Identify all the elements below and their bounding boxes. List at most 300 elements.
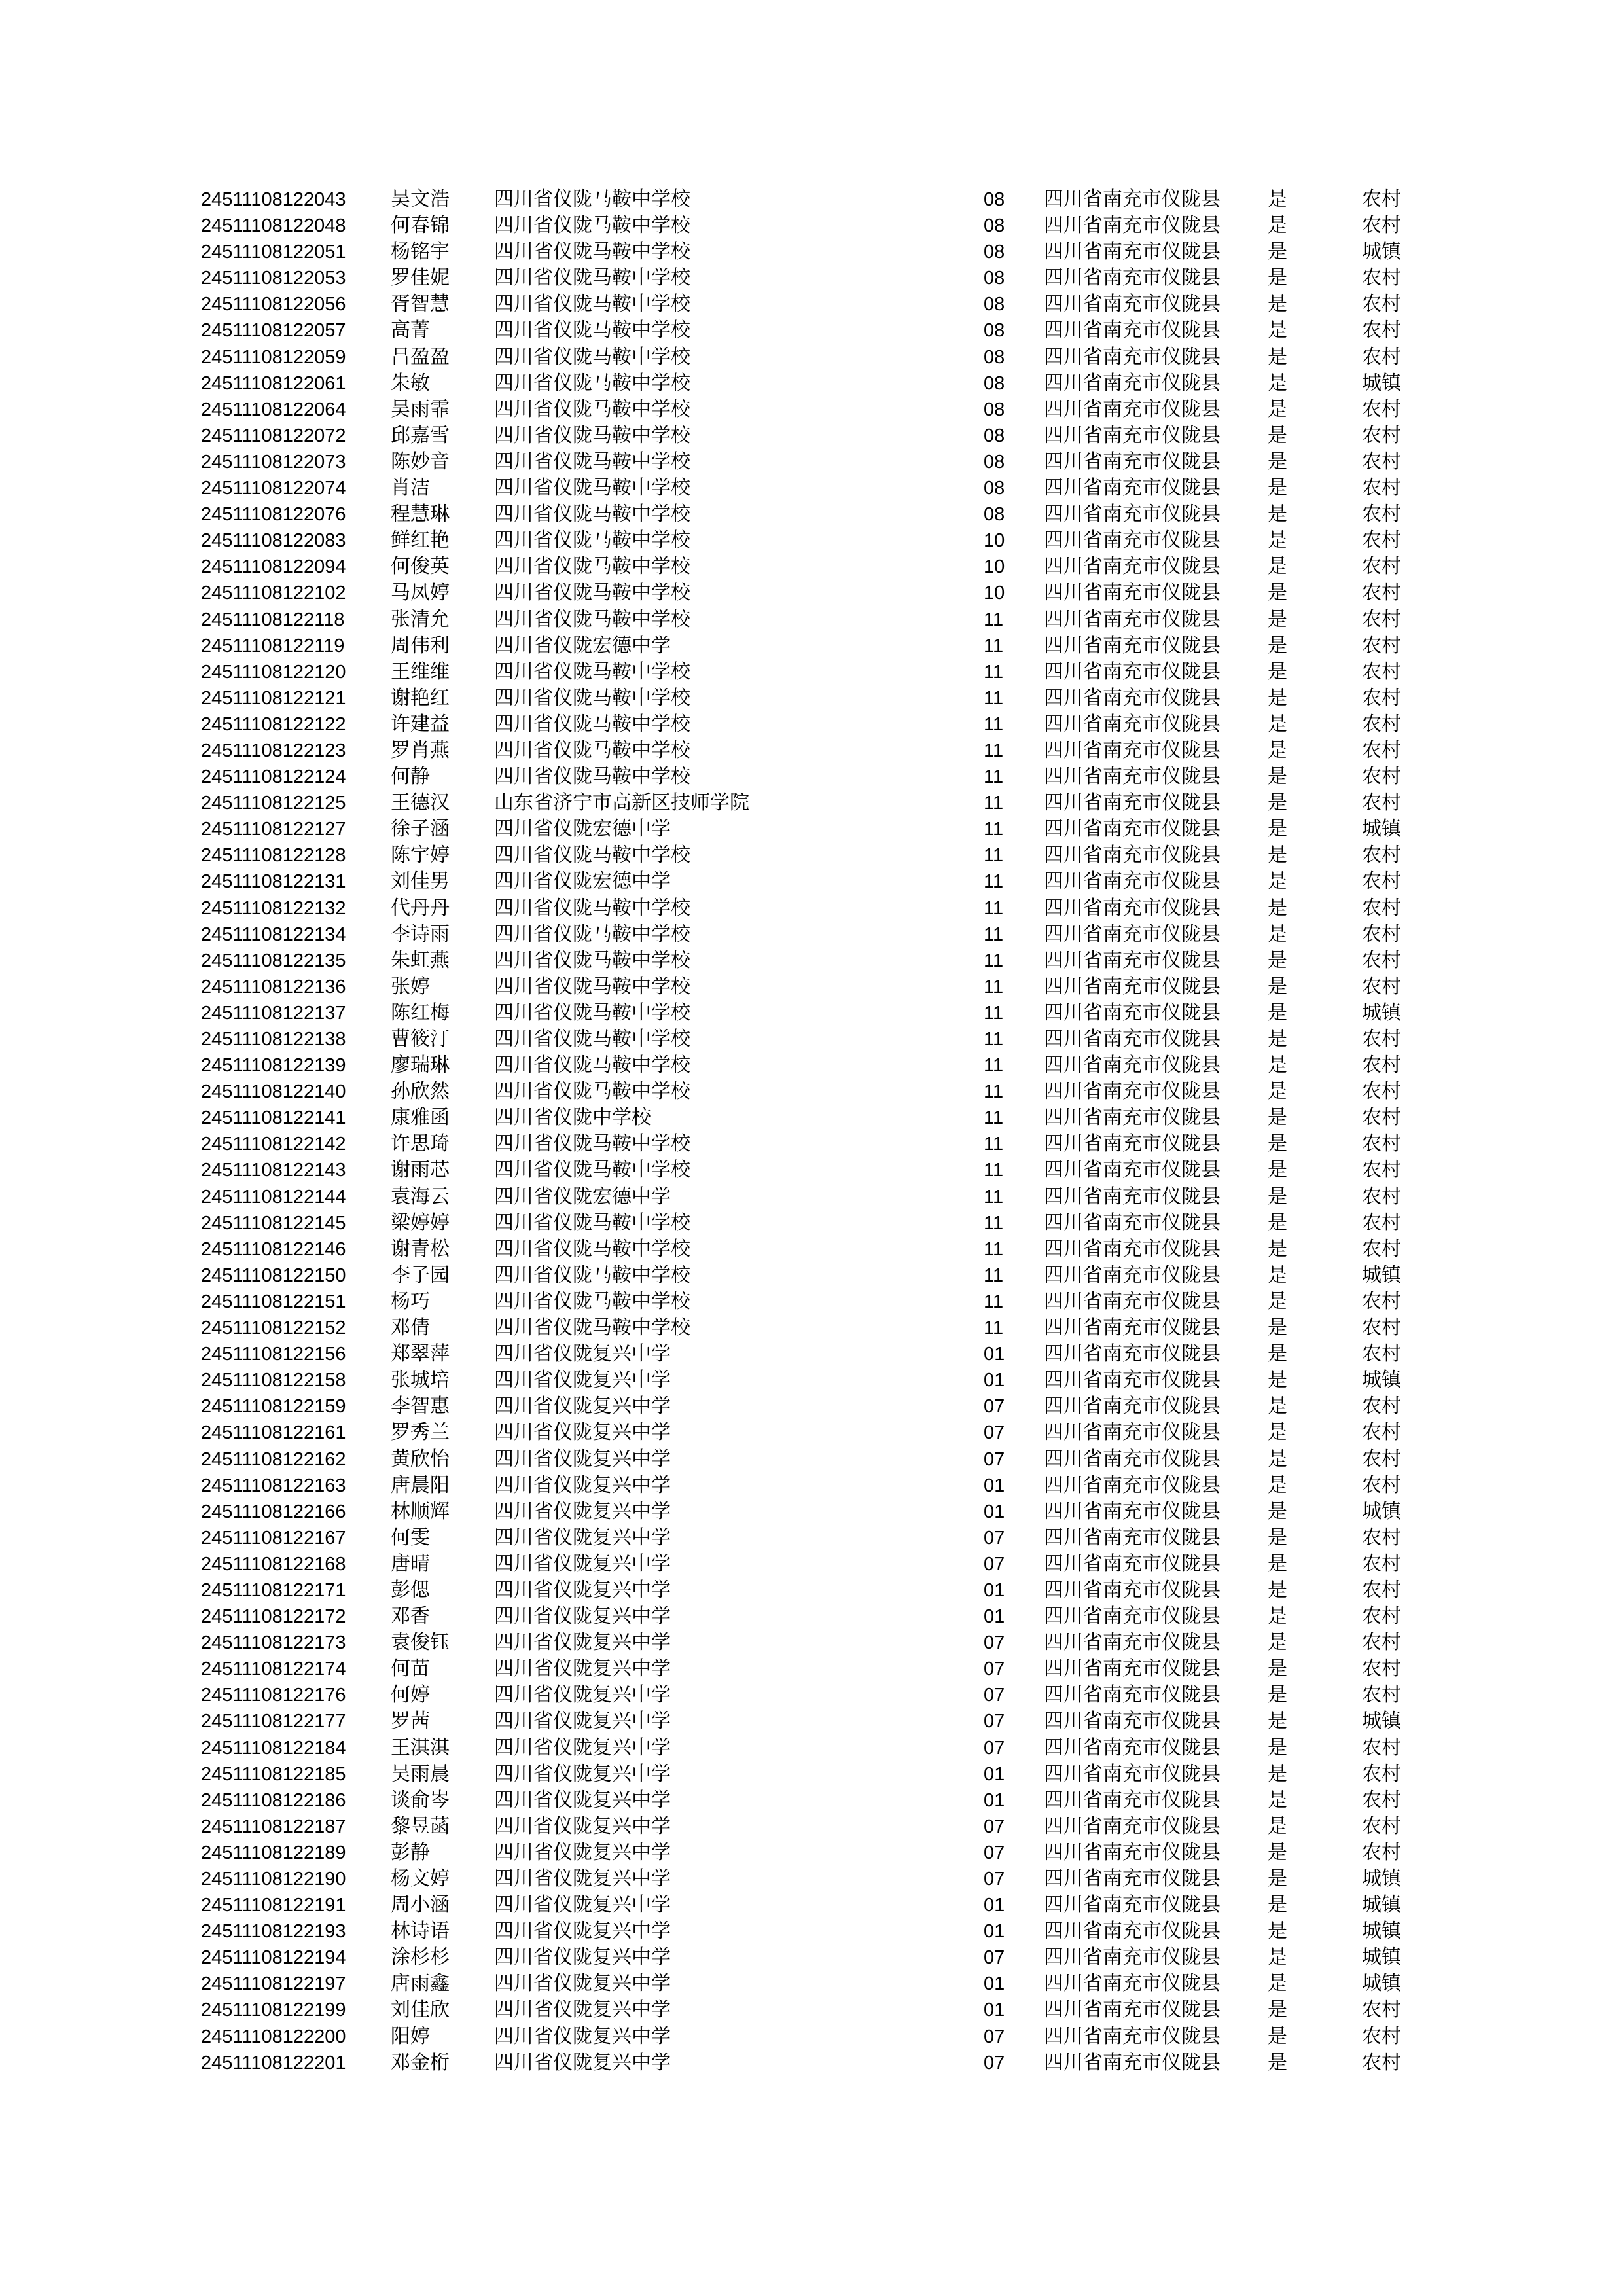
cell-name: 彭偲 xyxy=(391,1578,430,1602)
cell-id: 24511108122135 xyxy=(201,950,346,971)
table-row xyxy=(0,1840,1623,1866)
cell-code: 11 xyxy=(984,766,1004,788)
cell-name: 邓倩 xyxy=(391,1316,430,1340)
cell-area: 农村 xyxy=(1362,1106,1401,1130)
cell-flag: 是 xyxy=(1268,1840,1287,1864)
cell-name: 何俊英 xyxy=(391,555,450,579)
cell-code: 07 xyxy=(984,1842,1005,1863)
cell-school: 四川省仪陇宏德中学 xyxy=(494,634,671,657)
cell-id: 24511108122072 xyxy=(201,425,346,446)
table-row xyxy=(0,633,1623,659)
table-row xyxy=(0,1315,1623,1341)
cell-code: 07 xyxy=(984,2052,1005,2073)
cell-name: 周小涵 xyxy=(391,1893,450,1917)
cell-id: 24511108122168 xyxy=(201,1553,346,1575)
cell-id: 24511108122146 xyxy=(201,1238,346,1260)
cell-code: 11 xyxy=(984,1002,1004,1024)
table-row xyxy=(0,869,1623,895)
cell-id: 24511108122144 xyxy=(201,1186,346,1208)
cell-area: 农村 xyxy=(1362,1473,1401,1497)
cell-name: 张婷 xyxy=(391,975,430,998)
table-row xyxy=(0,1551,1623,1577)
cell-region: 四川省南充市仪陇县 xyxy=(1044,1552,1221,1575)
cell-flag: 是 xyxy=(1268,529,1287,552)
cell-code: 01 xyxy=(984,1789,1005,1811)
cell-id: 24511108122186 xyxy=(201,1789,346,1811)
cell-id: 24511108122120 xyxy=(201,661,346,683)
cell-school: 四川省仪陇马鞍中学校 xyxy=(494,922,690,946)
roster-table xyxy=(0,187,1623,2076)
cell-id: 24511108122167 xyxy=(201,1527,346,1549)
cell-name: 谢青松 xyxy=(391,1237,450,1261)
cell-id: 24511108122177 xyxy=(201,1711,346,1732)
cell-name: 朱敏 xyxy=(391,371,430,395)
cell-name: 张城培 xyxy=(391,1369,450,1392)
cell-flag: 是 xyxy=(1268,1132,1287,1156)
table-row xyxy=(0,1446,1623,1473)
table-row xyxy=(0,528,1623,554)
cell-area: 农村 xyxy=(1362,1840,1401,1864)
cell-code: 11 xyxy=(984,793,1004,814)
cell-name: 朱虹燕 xyxy=(391,948,450,972)
cell-region: 四川省南充市仪陇县 xyxy=(1044,1289,1221,1313)
cell-id: 24511108122137 xyxy=(201,1002,346,1024)
cell-school: 四川省仪陇中学校 xyxy=(494,1106,651,1130)
table-row xyxy=(0,659,1623,685)
cell-flag: 是 xyxy=(1268,1552,1287,1575)
cell-flag: 是 xyxy=(1268,1316,1287,1340)
cell-flag: 是 xyxy=(1268,1473,1287,1497)
cell-area: 农村 xyxy=(1362,2051,1401,2074)
table-row xyxy=(0,1971,1623,1997)
cell-region: 四川省南充市仪陇县 xyxy=(1044,844,1221,867)
cell-region: 四川省南充市仪陇县 xyxy=(1044,1158,1221,1182)
cell-area: 农村 xyxy=(1362,529,1401,552)
cell-school: 四川省仪陇复兴中学 xyxy=(494,1342,671,1366)
cell-region: 四川省南充市仪陇县 xyxy=(1044,1447,1221,1471)
cell-flag: 是 xyxy=(1268,1106,1287,1130)
cell-area: 城镇 xyxy=(1362,1263,1401,1287)
cell-school: 四川省仪陇马鞍中学校 xyxy=(494,397,690,421)
cell-school: 四川省仪陇复兴中学 xyxy=(494,1395,671,1418)
cell-name: 何春锦 xyxy=(391,214,450,238)
cell-region: 四川省南充市仪陇县 xyxy=(1044,1893,1221,1917)
cell-id: 24511108122139 xyxy=(201,1055,346,1077)
cell-flag: 是 xyxy=(1268,450,1287,473)
cell-school: 四川省仪陇马鞍中学校 xyxy=(494,844,690,867)
cell-region: 四川省南充市仪陇县 xyxy=(1044,188,1221,211)
cell-flag: 是 xyxy=(1268,1605,1287,1628)
cell-area: 农村 xyxy=(1362,423,1401,447)
cell-school: 四川省仪陇复兴中学 xyxy=(494,1631,671,1655)
cell-area: 农村 xyxy=(1362,1237,1401,1261)
cell-name: 唐雨鑫 xyxy=(391,1972,450,1996)
table-row xyxy=(0,685,1623,711)
cell-school: 四川省仪陇复兴中学 xyxy=(494,1657,671,1681)
cell-area: 农村 xyxy=(1362,1762,1401,1785)
cell-school: 四川省仪陇复兴中学 xyxy=(494,1552,671,1575)
cell-region: 四川省南充市仪陇县 xyxy=(1044,1054,1221,1077)
cell-code: 01 xyxy=(984,1921,1005,1943)
cell-name: 李诗雨 xyxy=(391,922,450,946)
table-row xyxy=(0,1761,1623,1787)
cell-school: 四川省仪陇复兴中学 xyxy=(494,1736,671,1759)
cell-school: 四川省仪陇马鞍中学校 xyxy=(494,476,690,500)
cell-id: 24511108122187 xyxy=(201,1816,346,1837)
cell-name: 林诗语 xyxy=(391,1920,450,1943)
cell-code: 10 xyxy=(984,556,1005,578)
cell-area: 农村 xyxy=(1362,214,1401,238)
cell-school: 四川省仪陇复兴中学 xyxy=(494,1814,671,1838)
cell-code: 07 xyxy=(984,1527,1005,1549)
cell-code: 08 xyxy=(984,372,1005,394)
cell-flag: 是 xyxy=(1268,1631,1287,1655)
cell-code: 11 xyxy=(984,1107,1004,1129)
cell-flag: 是 xyxy=(1268,293,1287,316)
cell-id: 24511108122161 xyxy=(201,1422,346,1444)
cell-flag: 是 xyxy=(1268,188,1287,211)
cell-school: 四川省仪陇马鞍中学校 xyxy=(494,423,690,447)
cell-area: 农村 xyxy=(1362,1316,1401,1340)
table-row xyxy=(0,1577,1623,1604)
cell-code: 01 xyxy=(984,1370,1005,1391)
cell-school: 四川省仪陇马鞍中学校 xyxy=(494,738,690,762)
cell-name: 黄欣怡 xyxy=(391,1447,450,1471)
cell-region: 四川省南充市仪陇县 xyxy=(1044,1736,1221,1759)
cell-name: 唐晴 xyxy=(391,1552,430,1575)
table-row xyxy=(0,1263,1623,1289)
cell-code: 08 xyxy=(984,425,1005,446)
cell-area: 城镇 xyxy=(1362,1893,1401,1917)
cell-id: 24511108122083 xyxy=(201,530,346,552)
cell-school: 四川省仪陇马鞍中学校 xyxy=(494,1001,690,1024)
cell-area: 农村 xyxy=(1362,844,1401,867)
cell-school: 四川省仪陇马鞍中学校 xyxy=(494,948,690,972)
cell-region: 四川省南充市仪陇县 xyxy=(1044,1237,1221,1261)
cell-area: 城镇 xyxy=(1362,1867,1401,1890)
table-row xyxy=(0,1708,1623,1734)
cell-id: 24511108122043 xyxy=(201,189,346,210)
cell-region: 四川省南充市仪陇县 xyxy=(1044,922,1221,946)
cell-name: 陈妙音 xyxy=(391,450,450,473)
cell-id: 24511108122056 xyxy=(201,294,346,315)
cell-code: 11 xyxy=(984,1029,1004,1050)
cell-flag: 是 xyxy=(1268,738,1287,762)
cell-region: 四川省南充市仪陇县 xyxy=(1044,948,1221,972)
cell-area: 城镇 xyxy=(1362,1369,1401,1392)
cell-id: 24511108122061 xyxy=(201,372,346,394)
cell-region: 四川省南充市仪陇县 xyxy=(1044,1605,1221,1628)
cell-id: 24511108122171 xyxy=(201,1579,346,1601)
table-row xyxy=(0,948,1623,974)
cell-id: 24511108122199 xyxy=(201,2000,346,2021)
cell-area: 农村 xyxy=(1362,686,1401,709)
cell-region: 四川省南充市仪陇县 xyxy=(1044,293,1221,316)
cell-name: 何雯 xyxy=(391,1526,430,1549)
cell-name: 徐子涵 xyxy=(391,817,450,841)
cell-region: 四川省南充市仪陇县 xyxy=(1044,791,1221,815)
cell-region: 四川省南充市仪陇县 xyxy=(1044,1920,1221,1943)
cell-region: 四川省南充市仪陇县 xyxy=(1044,634,1221,657)
cell-flag: 是 xyxy=(1268,2024,1287,2048)
cell-area: 农村 xyxy=(1362,1788,1401,1812)
cell-flag: 是 xyxy=(1268,791,1287,815)
cell-name: 吴雨霏 xyxy=(391,397,450,421)
cell-code: 11 xyxy=(984,871,1004,893)
cell-code: 07 xyxy=(984,1659,1005,1680)
cell-region: 四川省南充市仪陇县 xyxy=(1044,1972,1221,1996)
cell-code: 11 xyxy=(984,1212,1004,1234)
cell-school: 四川省仪陇马鞍中学校 xyxy=(494,1158,690,1182)
table-row xyxy=(0,1105,1623,1131)
cell-region: 四川省南充市仪陇县 xyxy=(1044,1710,1221,1733)
cell-flag: 是 xyxy=(1268,1421,1287,1444)
cell-area: 农村 xyxy=(1362,581,1401,605)
cell-name: 许建益 xyxy=(391,712,450,736)
cell-region: 四川省南充市仪陇县 xyxy=(1044,738,1221,762)
cell-id: 24511108122142 xyxy=(201,1134,346,1155)
cell-name: 孙欣然 xyxy=(391,1080,450,1103)
cell-region: 四川省南充市仪陇县 xyxy=(1044,1946,1221,1969)
cell-area: 农村 xyxy=(1362,1421,1401,1444)
cell-flag: 是 xyxy=(1268,1001,1287,1024)
cell-code: 11 xyxy=(984,635,1004,656)
table-row xyxy=(0,1499,1623,1525)
cell-flag: 是 xyxy=(1268,1683,1287,1707)
cell-school: 四川省仪陇马鞍中学校 xyxy=(494,607,690,631)
cell-flag: 是 xyxy=(1268,1893,1287,1917)
cell-region: 四川省南充市仪陇县 xyxy=(1044,1369,1221,1392)
cell-school: 四川省仪陇马鞍中学校 xyxy=(494,765,690,789)
table-row xyxy=(0,1367,1623,1393)
cell-name: 郑翠萍 xyxy=(391,1342,450,1366)
cell-code: 07 xyxy=(984,1553,1005,1575)
table-row xyxy=(0,213,1623,239)
cell-code: 11 xyxy=(984,1134,1004,1155)
cell-flag: 是 xyxy=(1268,1736,1287,1759)
cell-id: 24511108122184 xyxy=(201,1737,346,1759)
table-row xyxy=(0,1656,1623,1682)
cell-area: 农村 xyxy=(1362,1132,1401,1156)
table-row xyxy=(0,1393,1623,1420)
cell-area: 农村 xyxy=(1362,1605,1401,1628)
cell-region: 四川省南充市仪陇县 xyxy=(1044,1998,1221,2022)
cell-code: 10 xyxy=(984,583,1005,604)
cell-id: 24511108122197 xyxy=(201,1973,346,1995)
cell-school: 四川省仪陇马鞍中学校 xyxy=(494,1028,690,1050)
cell-code: 01 xyxy=(984,1606,1005,1628)
cell-school: 四川省仪陇复兴中学 xyxy=(494,1683,671,1707)
cell-flag: 是 xyxy=(1268,1237,1287,1261)
cell-flag: 是 xyxy=(1268,476,1287,500)
cell-code: 11 xyxy=(984,713,1004,735)
cell-area: 农村 xyxy=(1362,1552,1401,1575)
cell-id: 24511108122132 xyxy=(201,897,346,919)
cell-code: 01 xyxy=(984,1579,1005,1601)
cell-code: 07 xyxy=(984,1448,1005,1470)
table-row xyxy=(0,1184,1623,1210)
table-row xyxy=(0,1997,1623,2023)
cell-flag: 是 xyxy=(1268,1158,1287,1182)
cell-school: 四川省仪陇宏德中学 xyxy=(494,1185,671,1208)
table-row xyxy=(0,2050,1623,2076)
cell-name: 刘佳欣 xyxy=(391,1998,450,2022)
cell-flag: 是 xyxy=(1268,1946,1287,1969)
cell-code: 08 xyxy=(984,294,1005,315)
cell-code: 11 xyxy=(984,1238,1004,1260)
cell-id: 24511108122140 xyxy=(201,1081,346,1103)
cell-school: 四川省仪陇复兴中学 xyxy=(494,1526,671,1549)
table-row xyxy=(0,1210,1623,1236)
cell-name: 何婷 xyxy=(391,1683,430,1707)
cell-area: 农村 xyxy=(1362,896,1401,920)
cell-region: 四川省南充市仪陇县 xyxy=(1044,581,1221,605)
cell-area: 城镇 xyxy=(1362,1946,1401,1969)
cell-flag: 是 xyxy=(1268,1342,1287,1366)
cell-flag: 是 xyxy=(1268,214,1287,238)
cell-code: 01 xyxy=(984,1344,1005,1365)
table-row xyxy=(0,370,1623,397)
cell-code: 11 xyxy=(984,976,1004,997)
cell-code: 11 xyxy=(984,740,1004,761)
cell-region: 四川省南充市仪陇县 xyxy=(1044,1316,1221,1340)
cell-school: 四川省仪陇复兴中学 xyxy=(494,1788,671,1812)
cell-id: 24511108122189 xyxy=(201,1842,346,1863)
cell-id: 24511108122194 xyxy=(201,1947,346,1969)
cell-name: 杨巧 xyxy=(391,1289,430,1313)
cell-id: 24511108122200 xyxy=(201,2026,346,2047)
cell-flag: 是 xyxy=(1268,1263,1287,1287)
cell-area: 农村 xyxy=(1362,1342,1401,1366)
cell-name: 代丹丹 xyxy=(391,896,450,920)
cell-area: 城镇 xyxy=(1362,1710,1401,1733)
cell-id: 24511108122102 xyxy=(201,583,346,604)
cell-area: 农村 xyxy=(1362,1395,1401,1418)
cell-id: 24511108122158 xyxy=(201,1370,346,1391)
cell-flag: 是 xyxy=(1268,922,1287,946)
cell-school: 四川省仪陇马鞍中学校 xyxy=(494,371,690,395)
cell-name: 黎昱菡 xyxy=(391,1814,450,1838)
cell-area: 农村 xyxy=(1362,1028,1401,1050)
cell-name: 马凤婷 xyxy=(391,581,450,605)
cell-flag: 是 xyxy=(1268,1054,1287,1077)
cell-school: 四川省仪陇复兴中学 xyxy=(494,1369,671,1392)
cell-school: 四川省仪陇马鞍中学校 xyxy=(494,896,690,920)
cell-flag: 是 xyxy=(1268,817,1287,841)
cell-school: 四川省仪陇复兴中学 xyxy=(494,1605,671,1628)
cell-area: 农村 xyxy=(1362,345,1401,368)
cell-area: 城镇 xyxy=(1362,1920,1401,1943)
cell-code: 07 xyxy=(984,1711,1005,1732)
cell-region: 四川省南充市仪陇县 xyxy=(1044,817,1221,841)
table-row xyxy=(0,580,1623,606)
cell-code: 11 xyxy=(984,950,1004,971)
cell-code: 07 xyxy=(984,1396,1005,1418)
cell-name: 林顺辉 xyxy=(391,1499,450,1523)
cell-area: 农村 xyxy=(1362,188,1401,211)
cell-flag: 是 xyxy=(1268,371,1287,395)
cell-name: 许思琦 xyxy=(391,1132,450,1156)
cell-school: 四川省仪陇马鞍中学校 xyxy=(494,555,690,579)
cell-school: 四川省仪陇马鞍中学校 xyxy=(494,1080,690,1103)
cell-region: 四川省南充市仪陇县 xyxy=(1044,1211,1221,1234)
table-row xyxy=(0,922,1623,948)
cell-flag: 是 xyxy=(1268,1972,1287,1996)
cell-name: 吴文浩 xyxy=(391,188,450,211)
cell-code: 11 xyxy=(984,1055,1004,1077)
cell-name: 陈宇婷 xyxy=(391,844,450,867)
cell-code: 08 xyxy=(984,451,1005,473)
cell-region: 四川省南充市仪陇县 xyxy=(1044,345,1221,368)
cell-id: 24511108122073 xyxy=(201,451,346,473)
cell-code: 01 xyxy=(984,1895,1005,1916)
cell-flag: 是 xyxy=(1268,896,1287,920)
cell-name: 彭静 xyxy=(391,1840,430,1864)
cell-flag: 是 xyxy=(1268,686,1287,709)
cell-school: 四川省仪陇马鞍中学校 xyxy=(494,660,690,683)
cell-school: 四川省仪陇马鞍中学校 xyxy=(494,293,690,316)
cell-code: 08 xyxy=(984,504,1005,526)
cell-school: 四川省仪陇宏德中学 xyxy=(494,870,671,893)
table-row xyxy=(0,1892,1623,1918)
cell-id: 24511108122162 xyxy=(201,1448,346,1470)
table-row xyxy=(0,1918,1623,1945)
cell-code: 11 xyxy=(984,661,1004,683)
cell-region: 四川省南充市仪陇县 xyxy=(1044,1263,1221,1287)
cell-id: 24511108122119 xyxy=(201,635,345,656)
cell-flag: 是 xyxy=(1268,660,1287,683)
cell-code: 07 xyxy=(984,1685,1005,1706)
cell-flag: 是 xyxy=(1268,555,1287,579)
cell-code: 11 xyxy=(984,1318,1004,1339)
cell-id: 24511108122057 xyxy=(201,320,346,342)
cell-area: 农村 xyxy=(1362,948,1401,972)
cell-area: 农村 xyxy=(1362,1631,1401,1655)
cell-flag: 是 xyxy=(1268,503,1287,526)
cell-id: 24511108122174 xyxy=(201,1659,346,1680)
cell-id: 24511108122128 xyxy=(201,845,346,867)
table-row xyxy=(0,1682,1623,1708)
cell-name: 陈红梅 xyxy=(391,1001,450,1024)
cell-name: 吕盈盈 xyxy=(391,345,450,368)
table-row xyxy=(0,1735,1623,1761)
cell-flag: 是 xyxy=(1268,1762,1287,1785)
cell-region: 四川省南充市仪陇县 xyxy=(1044,1683,1221,1707)
cell-id: 24511108122190 xyxy=(201,1869,346,1890)
cell-code: 07 xyxy=(984,1422,1005,1444)
cell-id: 24511108122059 xyxy=(201,346,346,368)
cell-code: 11 xyxy=(984,897,1004,919)
cell-school: 四川省仪陇马鞍中学校 xyxy=(494,975,690,998)
table-row xyxy=(0,1157,1623,1183)
cell-code: 08 xyxy=(984,189,1005,210)
cell-school: 四川省仪陇复兴中学 xyxy=(494,1710,671,1733)
cell-id: 24511108122118 xyxy=(201,609,345,630)
cell-area: 农村 xyxy=(1362,1657,1401,1681)
cell-area: 农村 xyxy=(1362,1185,1401,1208)
cell-name: 谢雨芯 xyxy=(391,1158,450,1182)
cell-region: 四川省南充市仪陇县 xyxy=(1044,1395,1221,1418)
table-row xyxy=(0,738,1623,764)
cell-code: 11 xyxy=(984,1081,1004,1103)
cell-school: 四川省仪陇马鞍中学校 xyxy=(494,240,690,264)
cell-area: 农村 xyxy=(1362,476,1401,500)
cell-id: 24511108122141 xyxy=(201,1107,346,1129)
cell-region: 四川省南充市仪陇县 xyxy=(1044,1840,1221,1864)
cell-area: 农村 xyxy=(1362,266,1401,290)
cell-area: 农村 xyxy=(1362,922,1401,946)
cell-school: 四川省仪陇马鞍中学校 xyxy=(494,319,690,342)
